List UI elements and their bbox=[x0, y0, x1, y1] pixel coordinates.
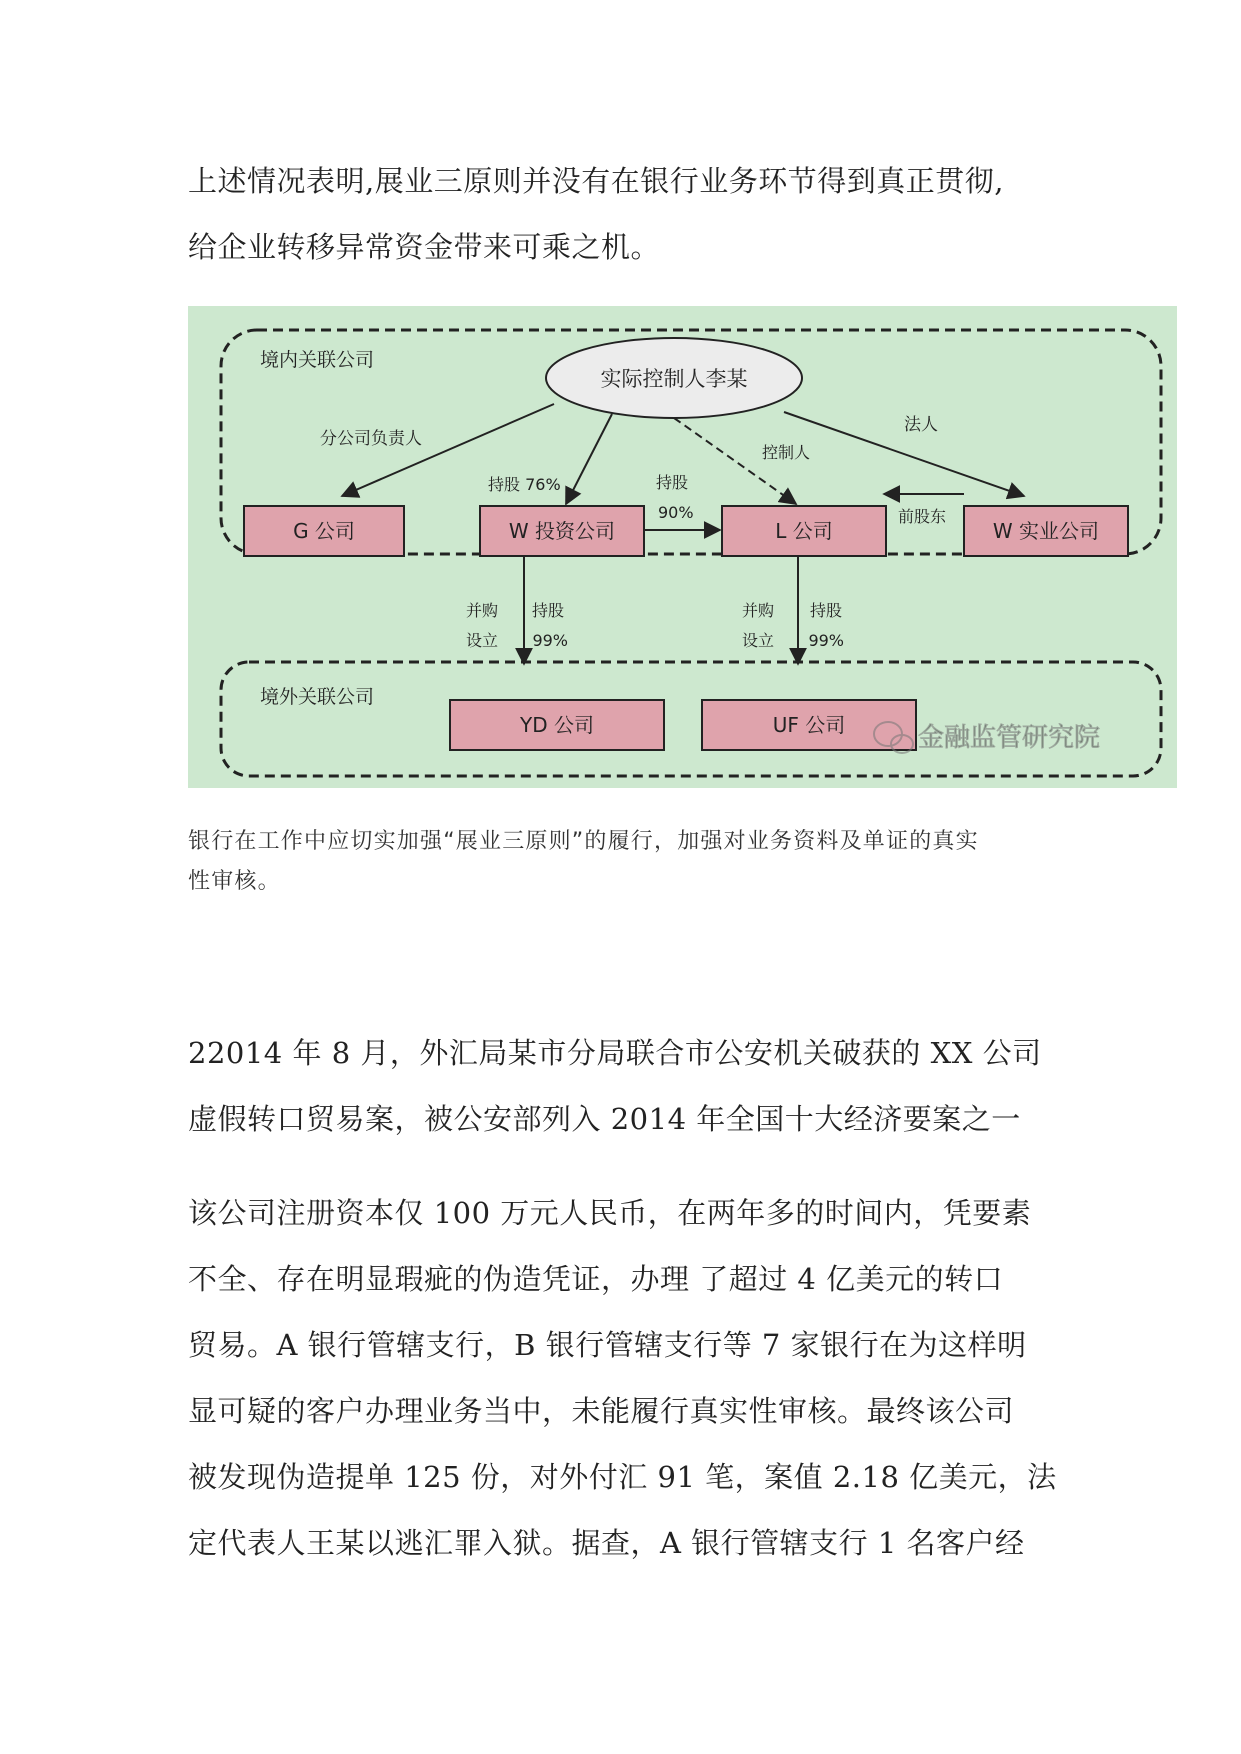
node-l-company bbox=[722, 506, 886, 556]
detail-line-5: 被发现伪造提单 125 份，对外付汇 91 笔，案值 2.18 亿美元，法 bbox=[188, 1460, 1057, 1494]
edge-label-uf-acquire: 并购 bbox=[741, 601, 774, 620]
node-yd-label: YD 公司 bbox=[520, 713, 594, 737]
detail-line-6: 定代表人王某以逃汇罪入狱。据查，A 银行管辖支行 1 名客户经 bbox=[188, 1526, 1025, 1560]
edge-label-former-shareholder: 前股东 bbox=[898, 507, 947, 526]
edge-label-uf-establish: 设立 bbox=[741, 631, 774, 650]
case-line-1: 22014 年 8 月，外汇局某市分局联合市公安机关破获的 XX 公司 bbox=[188, 1036, 1042, 1070]
intro-line-1: 上述情况表明,展业三原则并没有在银行业务环节得到真正贯彻, bbox=[188, 164, 1004, 198]
node-g-label: G 公司 bbox=[293, 519, 355, 543]
case-line-2: 虚假转口贸易案，被公安部列入 2014 年全国十大经济要案之一 bbox=[188, 1102, 1021, 1136]
edge-label-yd-acquire: 并购 bbox=[465, 601, 498, 620]
node-w-investment-label: W 投资公司 bbox=[508, 519, 616, 543]
edge-label-yd-establish: 设立 bbox=[465, 631, 498, 650]
node-w-investment-company bbox=[480, 506, 644, 556]
detail-line-3: 贸易。A 银行管辖支行，B 银行管辖支行等 7 家银行在为这样明 bbox=[188, 1328, 1027, 1362]
detail-line-1: 该公司注册资本仅 100 万元人民币，在两年多的时间内，凭要素 bbox=[188, 1196, 1032, 1230]
edge-label-hold-90-a: 持股 bbox=[656, 473, 689, 492]
node-yd-company bbox=[450, 700, 664, 750]
edge-label-uf-pct: 99% bbox=[808, 631, 844, 650]
edge-label-branch-head: 分公司负责人 bbox=[320, 429, 422, 449]
controller-label: 实际控制人李某 bbox=[600, 367, 748, 391]
edge-label-hold-76: 持股 76% bbox=[488, 475, 561, 494]
edge-label-uf-hold: 持股 bbox=[809, 601, 842, 620]
node-uf-label: UF 公司 bbox=[772, 713, 846, 737]
node-g-company bbox=[244, 506, 404, 556]
detail-line-2: 不全、存在明显瑕疵的伪造凭证，办理 了超过 4 亿美元的转口 bbox=[188, 1262, 1004, 1296]
caption-line-2: 性审核。 bbox=[188, 869, 281, 894]
node-w-industrial-company bbox=[964, 506, 1128, 556]
edge-label-legal-person: 法人 bbox=[904, 415, 938, 435]
overseas-group-label: 境外关联公司 bbox=[260, 686, 375, 708]
edge-label-controller: 控制人 bbox=[762, 443, 811, 462]
edge-label-yd-hold: 持股 bbox=[531, 601, 564, 620]
watermark-text: 金融监管研究院 bbox=[918, 723, 1101, 753]
intro-line-2: 给企业转移异常资金带来可乘之机。 bbox=[188, 230, 661, 264]
edge-label-yd-pct: 99% bbox=[532, 631, 568, 650]
corporate-structure-diagram bbox=[188, 306, 1177, 788]
domestic-group-label: 境内关联公司 bbox=[260, 349, 375, 371]
caption-line-1: 银行在工作中应切实加强“展业三原则”的履行，加强对业务资料及单证的真实 bbox=[188, 829, 979, 854]
node-w-industrial-label: W 实业公司 bbox=[992, 519, 1100, 543]
detail-line-4: 显可疑的客户办理业务当中，未能履行真实性审核。最终该公司 bbox=[188, 1394, 1015, 1428]
node-l-label: L 公司 bbox=[775, 519, 833, 543]
edge-label-hold-90-b: 90% bbox=[658, 503, 694, 522]
node-uf-company bbox=[702, 700, 916, 750]
